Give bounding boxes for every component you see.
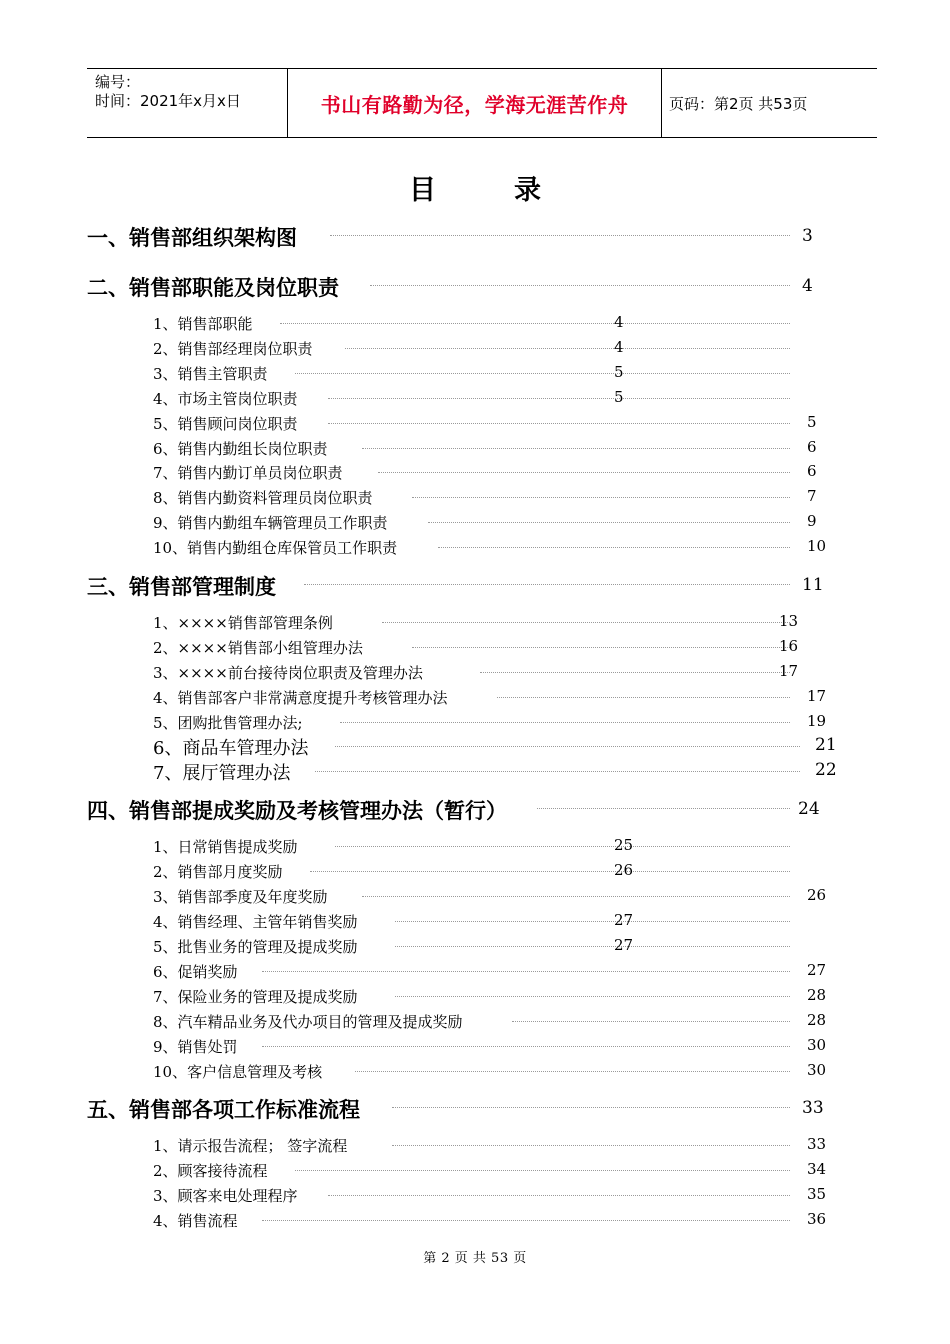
toc-page-number: 5 (807, 413, 817, 431)
toc-entry-row[interactable] (0, 610, 950, 634)
toc-leader-dots (335, 746, 800, 747)
toc-leader-dots (280, 323, 790, 324)
toc-entry-label: 3、顾客来电处理程序 (153, 1187, 298, 1205)
toc-leader-dots (328, 1195, 790, 1196)
toc-entry-label: 8、销售内勤资料管理员岗位职责 (153, 489, 373, 507)
toc-leader-dots (295, 1170, 790, 1171)
toc-entry-row[interactable] (0, 510, 950, 534)
toc-section-label: 二、销售部职能及岗位职责 (87, 276, 339, 300)
toc-entry-label: 9、销售处罚 (153, 1038, 238, 1056)
toc-entry-row[interactable] (0, 361, 950, 385)
toc-entry-label: 2、销售部月度奖励 (153, 863, 283, 881)
toc-section-row[interactable] (0, 573, 950, 597)
toc-page-number: 11 (802, 575, 824, 595)
toc-entry-row[interactable] (0, 759, 950, 783)
toc-entry-label: 1、销售部职能 (153, 315, 253, 333)
toc-leader-dots (392, 1145, 790, 1146)
toc-leader-dots (262, 1046, 790, 1047)
header-meta-cell (87, 69, 287, 137)
toc-page-number: 26 (614, 861, 634, 879)
toc-page-number: 36 (807, 1210, 827, 1228)
toc-entry-row[interactable] (0, 984, 950, 1008)
toc-entry-row[interactable] (0, 685, 950, 709)
toc-entry-row[interactable] (0, 1059, 950, 1083)
toc-section-row[interactable] (0, 797, 950, 821)
toc-leader-dots (480, 672, 790, 673)
toc-page-number: 4 (614, 313, 624, 331)
toc-page-number: 27 (807, 961, 827, 979)
toc-leader-dots (395, 996, 790, 997)
toc-page-number: 28 (807, 1011, 827, 1029)
toc-leader-dots (382, 622, 790, 623)
toc-leader-dots (438, 547, 790, 548)
toc-entry-label: 6、促销奖励 (153, 963, 238, 981)
toc-page-number: 16 (779, 637, 799, 655)
page-footer: 第 2 页 共 53 页 (423, 1251, 527, 1266)
toc-title (0, 168, 950, 207)
document-header (87, 68, 877, 138)
toc-page-number: 6 (807, 438, 817, 456)
toc-page-number: 26 (807, 886, 827, 904)
toc-entry-label: 1、请示报告流程； 签字流程 (153, 1137, 348, 1155)
number-label: 编号： (95, 73, 141, 91)
toc-page-number: 30 (807, 1061, 827, 1079)
toc-entry-row[interactable] (0, 1158, 950, 1182)
toc-page-number: 30 (807, 1036, 827, 1054)
toc-leader-dots (412, 497, 790, 498)
toc-leader-dots (378, 472, 790, 473)
toc-leader-dots (392, 1107, 790, 1108)
toc-section-label: 五、销售部各项工作标准流程 (87, 1098, 360, 1122)
toc-leader-dots (355, 1071, 790, 1072)
toc-page-number: 3 (802, 226, 813, 246)
toc-leader-dots (412, 647, 790, 648)
toc-page-number: 25 (614, 836, 634, 854)
toc-section-label: 四、销售部提成奖励及考核管理办法（暂行） (87, 799, 507, 823)
toc-section-row[interactable] (0, 224, 950, 248)
toc-entry-row[interactable] (0, 460, 950, 484)
toc-entry-row[interactable] (0, 734, 950, 758)
toc-leader-dots (345, 348, 790, 349)
toc-entry-row[interactable] (0, 859, 950, 883)
toc-leader-dots (370, 285, 790, 286)
toc-entry-row[interactable] (0, 485, 950, 509)
toc-leader-dots (330, 235, 790, 236)
toc-page-number: 33 (807, 1135, 827, 1153)
toc-entry-row[interactable] (0, 909, 950, 933)
toc-leader-dots (315, 771, 800, 772)
toc-entry-row[interactable] (0, 1009, 950, 1033)
toc-entry-row[interactable] (0, 1208, 950, 1232)
toc-entry-label: 7、销售内勤订单员岗位职责 (153, 464, 343, 482)
toc-page-number: 4 (802, 276, 813, 296)
toc-entry-row[interactable] (0, 386, 950, 410)
toc-page-number: 5 (614, 363, 624, 381)
toc-leader-dots (304, 584, 790, 585)
toc-entry-label: 4、销售流程 (153, 1212, 238, 1230)
toc-page-number: 27 (614, 911, 634, 929)
toc-title-char-2: 录 (514, 175, 541, 206)
toc-page-number: 19 (807, 712, 827, 730)
toc-entry-row[interactable] (0, 834, 950, 858)
header-page-label: 页码：第2页 共53页 (669, 94, 808, 113)
toc-entry-row[interactable] (0, 311, 950, 335)
toc-leader-dots (295, 373, 790, 374)
toc-leader-dots (310, 871, 790, 872)
toc-entry-label: 3、销售部季度及年度奖励 (153, 888, 328, 906)
toc-page-number: 5 (614, 388, 624, 406)
toc-leader-dots (395, 946, 790, 947)
toc-entry-label: 2、××××销售部小组管理办法 (153, 639, 363, 657)
toc-page-number: 22 (815, 760, 837, 780)
toc-page-number: 33 (802, 1098, 824, 1118)
toc-page-number: 9 (807, 512, 817, 530)
toc-page-number: 21 (815, 735, 837, 755)
toc-page-number: 4 (614, 338, 624, 356)
toc-entry-row[interactable] (0, 436, 950, 460)
toc-section-label: 三、销售部管理制度 (87, 575, 276, 599)
toc-page-number: 17 (807, 687, 827, 705)
toc-entry-row[interactable] (0, 959, 950, 983)
toc-leader-dots (262, 1220, 790, 1221)
toc-leader-dots (340, 722, 790, 723)
toc-page-number: 10 (807, 537, 827, 555)
toc-entry-label: 3、销售主管职责 (153, 365, 268, 383)
toc-entry-label: 5、销售顾问岗位职责 (153, 415, 298, 433)
toc-entry-label: 6、商品车管理办法 (153, 738, 309, 759)
toc-entry-row[interactable] (0, 635, 950, 659)
toc-entry-row[interactable] (0, 535, 950, 559)
toc-entry-label: 5、批售业务的管理及提成奖励 (153, 938, 358, 956)
toc-entry-label: 1、××××销售部管理条例 (153, 614, 333, 632)
toc-entry-label: 6、销售内勤组长岗位职责 (153, 440, 328, 458)
toc-section-row[interactable] (0, 1096, 950, 1120)
toc-entry-row[interactable] (0, 934, 950, 958)
toc-page-number: 6 (807, 462, 817, 480)
toc-entry-label: 1、日常销售提成奖励 (153, 838, 298, 856)
toc-entry-label: 8、汽车精品业务及代办项目的管理及提成奖励 (153, 1013, 463, 1031)
toc-leader-dots (328, 423, 790, 424)
header-motto: 书山有路勤为径，学海无涯苦作舟 (287, 69, 662, 137)
toc-entry-label: 7、保险业务的管理及提成奖励 (153, 988, 358, 1006)
time-label: 时间：2021年x月x日 (95, 92, 241, 110)
toc-section-row[interactable] (0, 274, 950, 298)
toc-entry-label: 9、销售内勤组车辆管理员工作职责 (153, 514, 388, 532)
toc-entry-row[interactable] (0, 884, 950, 908)
toc-page-number: 27 (614, 936, 634, 954)
toc-leader-dots (395, 921, 790, 922)
toc-page-number: 24 (798, 799, 820, 819)
toc-leader-dots (335, 846, 790, 847)
toc-entry-label: 5、团购批售管理办法; (153, 714, 303, 732)
toc-leader-dots (428, 522, 790, 523)
toc-entry-row[interactable] (0, 411, 950, 435)
toc-entry-label: 2、顾客接待流程 (153, 1162, 268, 1180)
toc-page-number: 28 (807, 986, 827, 1004)
toc-entry-row[interactable] (0, 710, 950, 734)
toc-entry-row[interactable] (0, 336, 950, 360)
toc-entry-label: 7、展厅管理办法 (153, 763, 291, 784)
toc-title-char-1: 目 (409, 175, 436, 206)
toc-entry-label: 3、××××前台接待岗位职责及管理办法 (153, 664, 423, 682)
toc-entry-label: 2、销售部经理岗位职责 (153, 340, 313, 358)
toc-leader-dots (537, 808, 790, 809)
toc-page-number: 17 (779, 662, 799, 680)
toc-entry-row[interactable] (0, 1133, 950, 1157)
toc-page-number: 34 (807, 1160, 827, 1178)
toc-entry-row[interactable] (0, 1183, 950, 1207)
toc-leader-dots (362, 896, 790, 897)
toc-entry-label: 10、销售内勤组仓库保管员工作职责 (153, 539, 398, 557)
toc-entry-label: 10、客户信息管理及考核 (153, 1063, 323, 1081)
toc-entry-row[interactable] (0, 1034, 950, 1058)
toc-page-number: 35 (807, 1185, 827, 1203)
toc-leader-dots (362, 448, 790, 449)
toc-page-number: 13 (779, 612, 799, 630)
toc-leader-dots (512, 1021, 790, 1022)
toc-entry-label: 4、销售经理、主管年销售奖励 (153, 913, 358, 931)
toc-leader-dots (497, 697, 790, 698)
toc-section-label: 一、销售部组织架构图 (87, 226, 297, 250)
toc-entry-label: 4、销售部客户非常满意度提升考核管理办法 (153, 689, 448, 707)
toc-entry-label: 4、市场主管岗位职责 (153, 390, 298, 408)
toc-leader-dots (328, 398, 790, 399)
toc-entry-row[interactable] (0, 660, 950, 684)
toc-leader-dots (262, 971, 790, 972)
toc-page-number: 7 (807, 487, 817, 505)
